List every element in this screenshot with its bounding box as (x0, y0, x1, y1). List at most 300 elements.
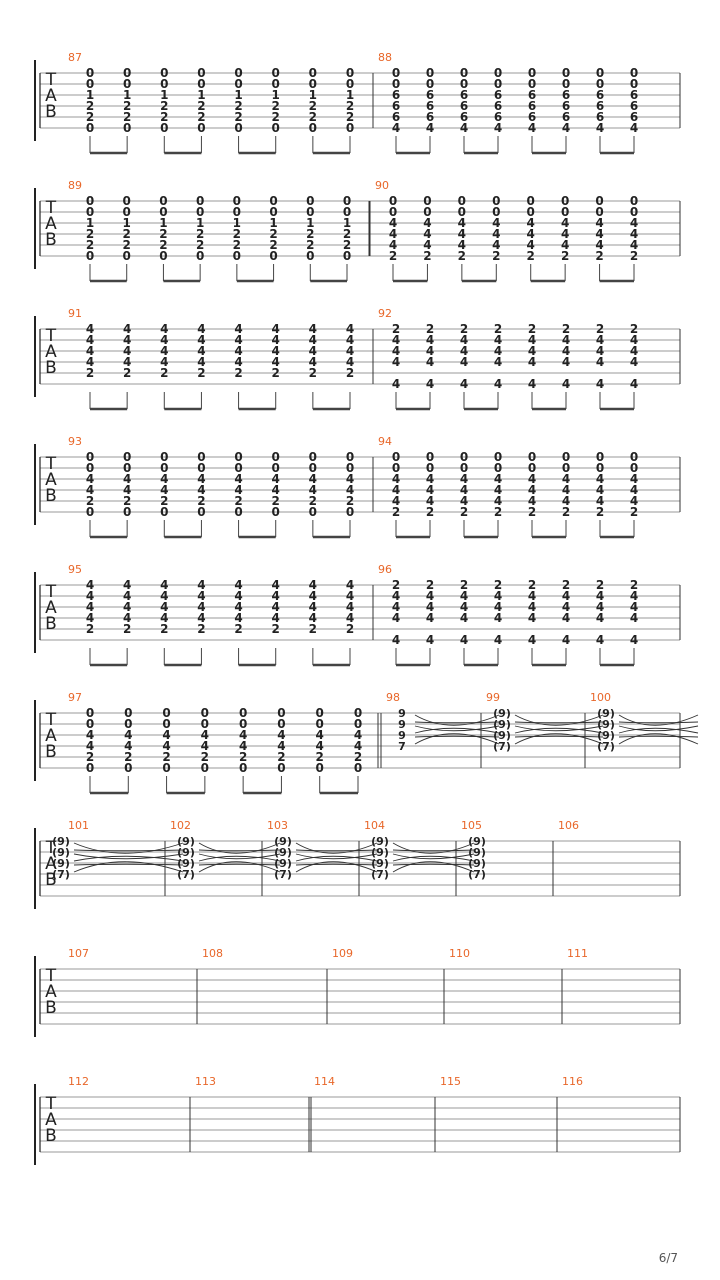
tab-clef-letter: T (45, 70, 57, 90)
fret-number: 0 (195, 205, 205, 219)
fret-number: 4 (160, 578, 169, 592)
fret-number: 4 (234, 600, 243, 614)
fret-number: 4 (391, 377, 401, 391)
fret-number: 2 (234, 99, 243, 113)
fret-number: 4 (345, 333, 355, 347)
fret-number: 4 (85, 578, 95, 592)
tab-clef-letter: A (45, 726, 57, 746)
fret-number: 0 (561, 461, 571, 475)
fret-number: 4 (492, 216, 501, 230)
fret-number: 4 (271, 600, 280, 614)
fret-number: (9) (493, 718, 511, 731)
fret-number: 0 (629, 66, 639, 80)
fret-number: 4 (425, 600, 435, 614)
fret-number: 4 (459, 494, 469, 508)
tab-clef-letter: A (45, 86, 57, 106)
fret-number: 2 (459, 505, 469, 519)
fret-number: 2 (269, 238, 278, 252)
fret-number: 0 (271, 505, 280, 519)
fret-number: 4 (160, 483, 169, 497)
fret-number: 0 (345, 461, 355, 475)
system-bracket (35, 957, 36, 1036)
fret-number: 4 (561, 611, 571, 625)
tab-clef-letter: T (45, 326, 57, 346)
fret-number: 4 (561, 344, 571, 358)
fret-number: 4 (85, 728, 95, 742)
fret-number: 0 (308, 66, 318, 80)
fret-number: 4 (595, 377, 605, 391)
fret-number: 4 (561, 121, 571, 135)
fret-number: (9) (468, 857, 486, 870)
tab-clef-letter: A (45, 1110, 57, 1130)
fret-number: 2 (560, 249, 570, 263)
fret-number: 4 (527, 355, 537, 369)
fret-number: (9) (274, 835, 292, 848)
fret-number: 2 (159, 227, 168, 241)
fret-number: 2 (197, 99, 206, 113)
fret-number: 2 (122, 238, 131, 252)
fret-number: (9) (177, 835, 195, 848)
fret-number: (9) (52, 846, 70, 859)
system-bracket (35, 445, 36, 524)
fret-number: 4 (234, 611, 243, 625)
fret-number: 2 (345, 99, 355, 113)
fret-number: 2 (629, 505, 639, 519)
tie-arc (515, 722, 603, 723)
fret-number: 2 (271, 99, 280, 113)
system-bracket (35, 317, 36, 396)
fret-number: (9) (371, 835, 389, 848)
fret-number: 0 (277, 706, 286, 720)
fret-number: 6 (527, 110, 537, 124)
fret-number: 4 (345, 589, 355, 603)
fret-number: 2 (160, 99, 169, 113)
fret-number: 0 (306, 249, 315, 263)
fret-number: 2 (388, 249, 398, 263)
fret-number: 4 (560, 238, 570, 252)
fret-number: 6 (561, 88, 571, 102)
measure-number: 105 (461, 819, 482, 832)
fret-number: 0 (527, 77, 537, 91)
fret-number: 0 (122, 66, 132, 80)
fret-number: 4 (391, 333, 401, 347)
fret-number: 0 (162, 706, 171, 720)
fret-number: 2 (85, 750, 95, 764)
fret-number: (9) (177, 857, 195, 870)
fret-number: 4 (197, 344, 206, 358)
tab-clef-letter: A (45, 342, 57, 362)
fret-number: 4 (271, 589, 280, 603)
fret-number: 4 (388, 227, 398, 241)
fret-number: 4 (122, 355, 132, 369)
fret-number: 0 (232, 249, 242, 263)
fret-number: 1 (85, 216, 95, 230)
fret-number: 0 (315, 706, 324, 720)
fret-number: 2 (160, 366, 169, 380)
fret-number: 0 (527, 450, 537, 464)
fret-number: 0 (200, 706, 210, 720)
fret-number: (9) (52, 835, 70, 848)
fret-number: 2 (561, 322, 571, 336)
fret-number: 2 (342, 238, 352, 252)
fret-number: (9) (177, 846, 195, 859)
fret-number: 2 (197, 366, 206, 380)
fret-number: 4 (234, 344, 243, 358)
tab-clef-letter: B (45, 614, 57, 634)
measure-number: 97 (68, 691, 82, 704)
fret-number: 0 (195, 194, 205, 208)
tab-clef-letter: T (45, 710, 57, 730)
fret-number: 2 (629, 322, 639, 336)
fret-number: 4 (271, 472, 280, 486)
fret-number: 4 (595, 121, 605, 135)
fret-number: 2 (277, 750, 286, 764)
fret-number: 2 (493, 578, 503, 592)
fret-number: 4 (561, 355, 571, 369)
fret-number: 4 (197, 483, 206, 497)
fret-number: 4 (345, 472, 355, 486)
fret-number: 4 (425, 494, 435, 508)
fret-number: 4 (238, 728, 248, 742)
measure-number: 104 (364, 819, 385, 832)
fret-number: 0 (308, 121, 318, 135)
fret-number: 0 (391, 66, 401, 80)
fret-number: 1 (159, 216, 168, 230)
fret-number: 4 (85, 344, 95, 358)
fret-number: 4 (308, 483, 318, 497)
fret-number: 4 (345, 611, 355, 625)
fret-number: 4 (459, 589, 469, 603)
measure-number: 93 (68, 435, 82, 448)
tie-arc (415, 736, 499, 737)
fret-number: (7) (52, 868, 70, 881)
fret-number: 0 (629, 194, 639, 208)
fret-number: 4 (271, 355, 280, 369)
fret-number: 4 (425, 472, 435, 486)
fret-number: 0 (85, 249, 95, 263)
fret-number: 4 (308, 333, 318, 347)
tie-arc (393, 850, 474, 851)
fret-number: 6 (425, 99, 435, 113)
tie-arc (296, 864, 377, 865)
fret-number: 4 (391, 483, 401, 497)
fret-number: 4 (595, 472, 605, 486)
fret-number: 6 (493, 99, 503, 113)
fret-number: (7) (468, 868, 486, 881)
fret-number: 0 (159, 194, 168, 208)
fret-number: 4 (122, 472, 132, 486)
tie-arc (393, 864, 474, 865)
fret-number: 4 (595, 600, 605, 614)
fret-number: 0 (197, 66, 206, 80)
fret-number: 4 (388, 216, 398, 230)
fret-number: 0 (200, 717, 210, 731)
fret-number: 2 (232, 227, 242, 241)
fret-number: 0 (423, 205, 432, 219)
tie-arc (74, 864, 183, 865)
measure-number: 92 (378, 307, 392, 320)
tab-clef-letter: A (45, 214, 57, 234)
fret-number: 2 (232, 238, 242, 252)
fret-number: 2 (391, 505, 401, 519)
tab-clef-letter: B (45, 1126, 57, 1146)
fret-number: 2 (122, 494, 132, 508)
fret-number: 4 (85, 483, 95, 497)
fret-number: 4 (160, 600, 169, 614)
fret-number: 4 (493, 355, 503, 369)
fret-number: 4 (459, 121, 469, 135)
fret-number: 0 (315, 717, 324, 731)
fret-number: 4 (493, 333, 503, 347)
fret-number: 2 (425, 505, 435, 519)
fret-number: 4 (629, 611, 639, 625)
fret-number: 2 (85, 227, 95, 241)
fret-number: 0 (122, 505, 132, 519)
fret-number: 4 (459, 472, 469, 486)
fret-number: 0 (234, 450, 243, 464)
fret-number: 4 (308, 589, 318, 603)
fret-number: 0 (457, 205, 467, 219)
fret-number: 0 (271, 450, 280, 464)
fret-number: 4 (308, 578, 318, 592)
fret-number: 2 (122, 366, 132, 380)
fret-number: 2 (85, 99, 95, 113)
fret-number: 0 (124, 717, 133, 731)
fret-number: 4 (122, 589, 132, 603)
fret-number: 0 (391, 450, 401, 464)
fret-number: 0 (122, 194, 131, 208)
fret-number: 4 (391, 589, 401, 603)
fret-number: 4 (629, 227, 639, 241)
fret-number: (9) (597, 718, 615, 731)
fret-number: (9) (468, 835, 486, 848)
fret-number: 0 (159, 249, 168, 263)
tie-arc (515, 736, 603, 737)
fret-number: 4 (629, 344, 639, 358)
fret-number: 0 (595, 450, 605, 464)
fret-number: 2 (234, 622, 243, 636)
fret-number: 4 (85, 355, 95, 369)
fret-number: 0 (423, 194, 432, 208)
fret-number: 0 (232, 205, 242, 219)
fret-number: 4 (197, 472, 206, 486)
fret-number: 0 (277, 717, 286, 731)
fret-number: 4 (308, 355, 318, 369)
fret-number: 0 (595, 205, 604, 219)
fret-number: 4 (197, 600, 206, 614)
fret-number: 4 (459, 633, 469, 647)
fret-number: 0 (234, 461, 243, 475)
fret-number: 4 (122, 611, 132, 625)
fret-number: 0 (234, 121, 243, 135)
fret-number: 4 (629, 377, 639, 391)
fret-number: 0 (629, 461, 639, 475)
fret-number: 4 (527, 611, 537, 625)
tab-clef-letter: B (45, 742, 57, 762)
fret-number: 0 (493, 461, 503, 475)
fret-number: 2 (308, 99, 318, 113)
fret-number: 2 (122, 622, 132, 636)
system-bracket (35, 701, 36, 780)
fret-number: 0 (160, 450, 169, 464)
fret-number: 4 (595, 589, 605, 603)
fret-number: 2 (195, 227, 205, 241)
fret-number: 0 (342, 249, 352, 263)
measure-number: 112 (68, 1075, 89, 1088)
measure-number: 106 (558, 819, 579, 832)
tie-arc (296, 850, 377, 851)
fret-number: 2 (234, 494, 243, 508)
fret-number: 2 (197, 110, 206, 124)
measure-number: 115 (440, 1075, 461, 1088)
fret-number: 4 (526, 216, 535, 230)
fret-number: 2 (423, 249, 432, 263)
fret-number: 2 (238, 750, 248, 764)
tab-clef-letter: A (45, 598, 57, 618)
tie-arc (415, 722, 499, 723)
fret-number: 4 (527, 633, 537, 647)
fret-number: 0 (238, 717, 248, 731)
fret-number: 4 (629, 355, 639, 369)
fret-number: 4 (561, 600, 571, 614)
fret-number: 0 (345, 121, 355, 135)
fret-number: 1 (269, 216, 278, 230)
fret-number: 4 (459, 483, 469, 497)
fret-number: 4 (345, 600, 355, 614)
fret-number: 4 (122, 344, 132, 358)
fret-number: 6 (595, 110, 605, 124)
fret-number: 6 (561, 99, 571, 113)
fret-number: 0 (197, 505, 206, 519)
fret-number: 4 (277, 739, 286, 753)
fret-number: 4 (234, 322, 243, 336)
fret-number: 2 (595, 249, 604, 263)
fret-number: 1 (308, 88, 318, 102)
fret-number: 4 (629, 216, 639, 230)
fret-number: 6 (629, 99, 639, 113)
fret-number: 4 (425, 377, 435, 391)
fret-number: 4 (595, 333, 605, 347)
measure-number: 87 (68, 51, 82, 64)
fret-number: 2 (200, 750, 210, 764)
fret-number: 4 (197, 333, 206, 347)
system-bracket (35, 573, 36, 652)
fret-number: 4 (234, 355, 243, 369)
fret-number: 6 (629, 88, 639, 102)
fret-number: 0 (425, 66, 435, 80)
fret-number: (9) (597, 729, 615, 742)
fret-number: 0 (160, 66, 169, 80)
fret-number: 4 (160, 355, 169, 369)
fret-number: 4 (527, 472, 537, 486)
fret-number: 2 (271, 622, 280, 636)
fret-number: 0 (85, 461, 95, 475)
fret-number: 4 (197, 589, 206, 603)
fret-number: 4 (595, 216, 604, 230)
fret-number: 4 (234, 578, 243, 592)
fret-number: 4 (162, 739, 171, 753)
fret-number: 1 (195, 216, 205, 230)
fret-number: 2 (345, 622, 355, 636)
fret-number: 4 (629, 238, 639, 252)
fret-number: 4 (629, 633, 639, 647)
fret-number: 4 (493, 600, 503, 614)
fret-number: 4 (457, 238, 467, 252)
fret-number: 0 (234, 77, 243, 91)
fret-number: 6 (595, 88, 605, 102)
measure-number: 90 (375, 179, 389, 192)
fret-number: 4 (425, 121, 435, 135)
fret-number: 0 (561, 77, 571, 91)
fret-number: 4 (197, 611, 206, 625)
fret-number: 4 (234, 472, 243, 486)
fret-number: 4 (493, 589, 503, 603)
fret-number: 2 (457, 249, 467, 263)
fret-number: 0 (159, 205, 168, 219)
fret-number: 4 (271, 611, 280, 625)
fret-number: 4 (459, 355, 469, 369)
fret-number: 0 (459, 66, 469, 80)
tie-arc (619, 736, 698, 737)
fret-number: 0 (124, 761, 133, 775)
fret-number: 0 (197, 461, 206, 475)
fret-number: 4 (493, 472, 503, 486)
fret-number: 2 (124, 750, 133, 764)
fret-number: 4 (271, 344, 280, 358)
fret-number: 2 (122, 227, 131, 241)
fret-number: 4 (493, 121, 503, 135)
fret-number: 2 (271, 494, 280, 508)
fret-number: 0 (160, 505, 169, 519)
system-bracket (35, 1085, 36, 1164)
fret-number: 2 (308, 366, 318, 380)
fret-number: 4 (122, 483, 132, 497)
fret-number: 7 (398, 740, 406, 753)
measure-number: 91 (68, 307, 82, 320)
fret-number: 0 (342, 194, 352, 208)
fret-number: 2 (308, 110, 318, 124)
tab-clef-letter: B (45, 230, 57, 250)
fret-number: 4 (308, 322, 318, 336)
tie-arc (199, 850, 280, 851)
measure-number: 101 (68, 819, 89, 832)
fret-number: 4 (459, 611, 469, 625)
fret-number: 9 (398, 718, 406, 731)
fret-number: 4 (560, 227, 570, 241)
measure-number: 88 (378, 51, 392, 64)
fret-number: 0 (629, 77, 639, 91)
fret-number: 2 (342, 227, 352, 241)
fret-number: 0 (85, 194, 95, 208)
measure-number: 111 (567, 947, 588, 960)
tab-clef-letter: B (45, 486, 57, 506)
measure-number: 109 (332, 947, 353, 960)
page-number: 6/7 (658, 1251, 678, 1265)
fret-number: 0 (425, 450, 435, 464)
fret-number: 4 (457, 227, 467, 241)
fret-number: 4 (124, 728, 133, 742)
tab-clef-letter: A (45, 854, 57, 874)
measure-number: 108 (202, 947, 223, 960)
measure-number: 114 (314, 1075, 335, 1088)
fret-number: 4 (629, 472, 639, 486)
fret-number: 2 (561, 578, 571, 592)
fret-number: 0 (195, 249, 205, 263)
fret-number: (7) (493, 740, 511, 753)
fret-number: 0 (85, 706, 95, 720)
fret-number: 0 (527, 66, 537, 80)
fret-number: 4 (271, 578, 280, 592)
